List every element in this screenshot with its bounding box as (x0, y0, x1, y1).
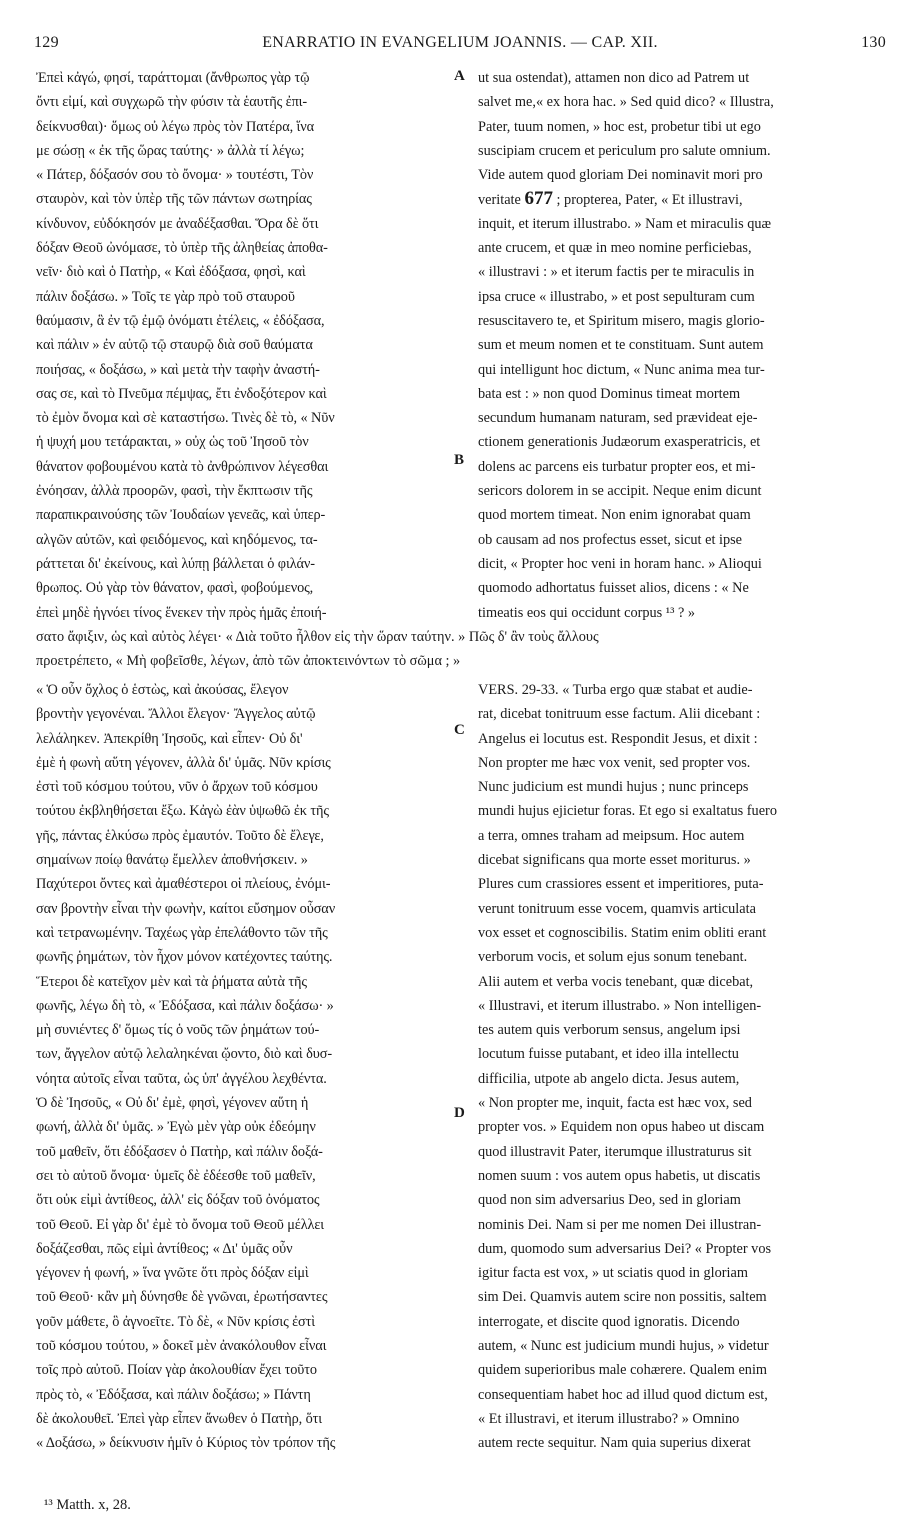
greek-line: δὲ ἀκολουθεῖ. Ἐπεὶ γὰρ εἶπεν ἄνωθεν ὁ Πατὴρ, ὅτι (36, 1410, 323, 1427)
greek-line: αλγῶν αὐτῶν, καὶ φειδόμενος, καὶ κηδόμενος, τα- (36, 531, 318, 548)
latin-line: sum et meum nomen et te constituam. Sunt autem (478, 337, 764, 354)
latin-line: dum, quomodo sum adversarius Dei? « Propter vos (478, 1240, 772, 1257)
latin-line: interrogate, et discite quod ignoratis. Dicendo (478, 1313, 740, 1330)
greek-line: « Δοξάσω, » δείκνυσιν ἡμῖν ὁ Κύριος τὸν τρόπον τῆς (36, 1435, 336, 1452)
latin-line: VERS. 29-33. « Turba ergo quæ stabat et audie- (478, 682, 753, 698)
greek-line: φωνῆς, λέγω δὴ τὸ, « Ἐδόξασα, καὶ πάλιν δοξάσω· » (36, 997, 334, 1014)
greek-line: δοξάζεσθαι, πῶς εἰμὶ ἀντίθεος; « Δι' ὑμᾶς οὖν (36, 1240, 293, 1257)
page-number-left: 129 (34, 34, 59, 51)
latin-line: propter vos. » Equidem non opus habeo ut discam (478, 1119, 765, 1136)
greek-line: τὸ ἐμὸν ὄνομα καὶ σὲ καταστήσω. Τινὲς δὲ τὸ, « Νῦν (36, 410, 335, 427)
latin-line: secundum humanam naturam, sed prævideat eje- (478, 410, 758, 427)
greek-line: ἐνόησαν, ἀλλὰ προορῶν, φασὶ, τὴν ἔκπτωσιν τῆς (36, 483, 313, 500)
greek-line: « Ὁ οὖν ὄχλος ὁ ἑστὼς, καὶ ἀκούσας, ἔλεγον (36, 682, 289, 698)
footnote: ¹³ Matth. x, 28. (44, 1497, 131, 1513)
latin-line: autem recte sequitur. Nam quia superius dixerat (478, 1435, 751, 1452)
latin-line: quod illustravit Pater, iterumque illustraturus sit (478, 1143, 752, 1160)
latin-line: Pater, tuum nomen, » hoc est, probetur tibi ut ego (478, 118, 761, 135)
greek-line: λελάληκεν. Ἀπεκρίθη Ἰησοῦς, καὶ εἶπεν· Οὐ δι' (36, 730, 303, 747)
greek-line: ράττεται δι' ἐκείνους, καὶ λύπῃ βάλλεται ὁ φιλάν- (36, 555, 315, 572)
greek-line: δόξαν Θεοῦ ὠνόμασε, τὸ ὑπὲρ τῆς ἀληθείας ἀποθα- (36, 240, 328, 257)
greek-line: βροντὴν γεγονέναι. Ἄλλοι ἔλεγον· Ἄγγελος αὐτῷ (36, 706, 316, 723)
latin-line: quidem superioribus male cohærere. Qualem enim (478, 1362, 768, 1379)
latin-line: « Et illustravi, et iterum illustrabo? » Omnino (478, 1410, 740, 1427)
latin-line: verunt tonitruum esse vocem, quamvis articulata (478, 900, 756, 917)
latin-column-top (478, 66, 884, 625)
latin-line: difficilia, utpote ab angelo dicta. Jesus autem, (478, 1070, 740, 1087)
latin-line: qui intelligunt hoc dictum, « Nunc anima mea tur- (478, 361, 765, 378)
wide-line-1: σατο ἄφιξιν, ὡς καὶ αὐτὸς λέγει· « Διὰ τοῦτο ἦλθον εἰς τὴν ὥραν ταύτην. » Πῶς δ' ἂν τοὺς ἄλλους (36, 629, 599, 645)
greek-line: φωνή, ἀλλὰ δι' ὑμᾶς. » Ἐγὼ μὲν γὰρ οὐκ ἐδεόμην (36, 1119, 316, 1136)
greek-line: Ἐπεὶ κἀγώ, φησί, ταράττομαι (ἄνθρωπος γὰρ τῷ (36, 70, 310, 86)
greek-line: σει τὸ αὐτοῦ ὄνομα· ὑμεῖς δὲ ἐδέεσθε τοῦ μαθεῖν, (36, 1167, 316, 1184)
greek-line: των, ἄγγελον αὐτῷ λελαληκέναι ᾤοντο, διὸ καὶ δυσ- (36, 1046, 333, 1063)
latin-line: tes autem quis verborum sensus, angelum ipsi (478, 1022, 741, 1039)
latin-line: salvet me,« ex hora hac. » Sed quid dico? « Illustra, (478, 94, 774, 111)
margin-marker-b: B (454, 452, 465, 468)
greek-line: Παχύτεροι ὄντες καὶ ἀμαθέστεροι οἱ πλείους, ἐνόμι- (36, 876, 331, 893)
page-number-right: 130 (861, 34, 886, 51)
latin-line: bata est : » non quod Dominus timeat mortem (478, 385, 741, 402)
latin-line: « Illustravi, et iterum illustrabo. » Non intelligen- (478, 997, 762, 1014)
latin-line: ob causam ad nos profectus esset, sicut et ipse (478, 531, 743, 548)
latin-line: rat, dicebat tonitruum esse factum. Alii dicebant : (478, 706, 761, 723)
greek-column-top (36, 66, 456, 625)
greek-line: γέγονεν ἡ φωνή, » ἵνα γνῶτε ὅτι πρὸς δόξαν εἰμὶ (36, 1265, 309, 1282)
greek-line: θαύμασιν, ἃ ἐν τῷ ἐμῷ ὀνόματι ἐτέλεις, « ἐδόξασα, (36, 312, 325, 329)
greek-line: πρὸς τὸ, « Ἐδόξασα, καὶ πάλιν δοξάσω; » Πάντη (36, 1386, 311, 1403)
greek-line: τοῖς πρὸ αὐτοῦ. Ποίαν γὰρ ἀκολουθίαν ἔχει τοῦτο (36, 1362, 317, 1379)
latin-line: dolens ac parcens eis turbatur propter eos, et mi- (478, 458, 756, 475)
latin-line: verborum vocis, et solum ejus sonum tenebant. (478, 949, 748, 966)
greek-line: τούτου ἐκβληθήσεται ἔξω. Κἀγὼ ἐὰν ὑψωθῶ ἐκ τῆς (36, 803, 329, 820)
latin-line: vox esset et cognoscibilis. Statim enim obliti erant (478, 924, 767, 941)
greek-line: θάνατον φοβουμένου κατὰ τὸ ἀνθρώπινον λέγεσθαι (36, 458, 329, 475)
greek-line: καὶ πάλιν » ἐν αὐτῷ τῷ σταυρῷ διὰ σοῦ θαύματα (36, 337, 313, 354)
latin-line: sim Dei. Quamvis autem scire non possitis, saltem (478, 1289, 767, 1306)
greek-line: σημαίνων ποίῳ θανάτῳ ἔμελλεν ἀποθνήσκειν. » (36, 852, 308, 869)
greek-line: τοῦ Θεοῦ· κἂν μὴ δύνησθε δὲ γνῶναι, ἐρωτήσαντες (36, 1289, 328, 1306)
latin-line: quod mortem timeat. Non enim ignorabat quam (478, 507, 751, 524)
latin-text: ; propterea, Pater, « Et illustravi, (552, 192, 743, 209)
latin-line: sericors dolorem in se accipit. Neque enim dicunt (478, 483, 762, 500)
latin-line: « illustravi : » et iterum factis per te miraculis in (478, 264, 755, 281)
greek-line: μὴ συνιέντες δ' ὅμως τίς ὁ νοῦς τῶν ῥημάτων τού- (36, 1022, 320, 1039)
greek-line: ὄντι εἰμί, καὶ συγχωρῶ τὴν φύσιν τὰ ἑαυτῆς ἐπι- (36, 94, 308, 111)
latin-line: ipsa cruce « illustrabo, » et post sepulturam cum (478, 288, 755, 305)
latin-line: ante crucem, et quæ in meo nomine perficiebas, (478, 240, 752, 257)
margin-marker-d: D (454, 1105, 465, 1121)
wide-line-2: προετρέπετο, « Μὴ φοβεῖσθε, λέγων, ἀπὸ τῶν ἀποκτεινόντων τὸ σῶμα ; » (36, 653, 461, 669)
running-header (34, 34, 886, 60)
greek-line: νόητα αὐτοῖς εἶναι ταῦτα, ὡς ὑπ' ἀγγέλου λεχθέντα. (36, 1070, 327, 1087)
latin-line: Angelus ei locutus est. Respondit Jesus, et dixit : (478, 730, 758, 747)
margin-marker-a: A (454, 68, 465, 84)
margin-marker-c: C (454, 722, 465, 738)
latin-line: consequentiam habet hoc ad illud quod dictum est, (478, 1386, 768, 1403)
greek-line: τοῦ κόσμου τούτου, » δοκεῖ μὲν ἀνακόλουθον εἶναι (36, 1338, 327, 1355)
column-number: 677 (524, 188, 553, 210)
greek-line: πάλιν δοξάσω. » Τοῖς τε γὰρ πρὸ τοῦ σταυροῦ (36, 288, 295, 305)
latin-line: Vide autem quod gloriam Dei nominavit mori pro (478, 167, 763, 184)
greek-line: ἡ ψυχή μου τετάρακται, » οὐχ ὡς τοῦ Ἰησοῦ τὸν (36, 434, 309, 451)
greek-line: κίνδυνον, εὐδόκησόν με ἀναδέξασθαι. Ὅρα δὲ ὅτι (36, 215, 319, 232)
greek-line: ὅτι οὐκ εἰμὶ ἀντίθεος, ἀλλ' εἰς δόξαν τοῦ ὀνόματος (36, 1192, 320, 1209)
latin-line: inquit, et iterum illustrabo. » Nam et miraculis quæ (478, 215, 772, 232)
greek-line: θρωπος. Οὐ γὰρ τὸν θάνατον, φασὶ, φοβούμενος, (36, 580, 314, 597)
greek-line: καὶ τετρανωμένην. Ταχέως γὰρ ἐπελάθοντο τῶν τῆς (36, 924, 328, 941)
greek-line: γῆς, πάντας ἑλκύσω πρὸς ἐμαυτόν. Τοῦτο δὲ ἔλεγε, (36, 827, 324, 844)
greek-line: σας σε, καὶ τὸ Πνεῦμα πέμψας, ἔτι ἐνδοξότερον καὶ (36, 385, 327, 402)
latin-line: nomen suum : vos autem opus habetis, ut discatis (478, 1167, 761, 1184)
greek-line: ποιήσας, « δοξάσω, » καὶ μετὰ τὴν ταφὴν ἀναστή- (36, 361, 320, 378)
latin-line: resuscitavero te, et Spiritum misero, magis glorio- (478, 312, 765, 329)
latin-line: Non propter me hæc vox venit, sed propter vos. (478, 754, 751, 771)
latin-line: timeatis eos qui occidunt corpus ¹³ ? » (478, 604, 696, 621)
greek-line: ἐστὶ τοῦ κόσμου τούτου, νῦν ὁ ἄρχων τοῦ κόσμου (36, 779, 318, 796)
greek-line: σαν βροντὴν εἶναι τὴν φωνὴν, καίτοι εὔσημον οὖσαν (36, 900, 336, 917)
greek-line: σταυρὸν, καὶ τὸν ὑπὲρ τῆς τῶν πάντων σωτηρίας (36, 191, 312, 208)
latin-line: a terra, omnes traham ad meipsum. Hoc autem (478, 827, 745, 844)
greek-line: ἐπεὶ μηδὲ ἠγνόει τίνος ἕνεκεν τὴν πρὸς ἡμᾶς ἐποιή- (36, 604, 327, 621)
latin-line: Nunc judicium est mundi hujus ; nunc princeps (478, 779, 749, 796)
greek-line: Ὁ δὲ Ἰησοῦς, « Οὐ δι' ἐμὲ, φησὶ, γέγονεν αὕτη ἡ (36, 1095, 309, 1112)
latin-line: quod non sim adversarius Deo, sed in gloriam (478, 1192, 741, 1209)
latin-line: dicit, « Propter hoc veni in horam hanc. » Alioqui (478, 555, 762, 572)
latin-text: veritate (478, 192, 525, 209)
greek-line: φωνῆς ῥημάτων, τὸν ἦχον μόνον κατέχοντες ταύτης. (36, 949, 333, 966)
latin-line: igitur facta est vox, » ut sciatis quod in gloriam (478, 1265, 749, 1282)
greek-line: Ἕτεροι δὲ κατεῖχον μὲν καὶ τὰ ῥήματα αὐτὰ τῆς (36, 973, 307, 990)
greek-line: « Πάτερ, δόξασόν σου τὸ ὄνομα· » τουτέστι, Τὸν (36, 167, 314, 184)
latin-line: mundi hujus ejicietur foras. Et ego si exaltatus fuero (478, 803, 777, 820)
latin-line: suscipiam crucem et periculum pro salute omnium. (478, 142, 771, 159)
latin-line: nominis Dei. Nam si per me nomen Dei illustran- (478, 1216, 762, 1233)
latin-line: autem, « Nunc est judicium mundi hujus, » videtur (478, 1338, 769, 1355)
greek-line: με σώσῃ « ἐκ τῆς ὥρας ταύτης· » ἀλλὰ τί λέγω; (36, 142, 305, 159)
latin-line: quomodo adhortatus fuisset alios, dicens : « Ne (478, 580, 749, 597)
greek-line: ἐμὲ ἡ φωνὴ αὕτη γέγονεν, ἀλλὰ δι' ὑμᾶς. Νῦν κρίσις (36, 754, 331, 771)
latin-line: Alii autem et verba vocis tenebant, quæ dicebat, (478, 973, 754, 990)
latin-line: ut sua ostendat), attamen non dico ad Patrem ut (478, 70, 750, 86)
greek-column-bottom (36, 678, 456, 1456)
running-title: ENARRATIO IN EVANGELIUM JOANNIS. — CAP. XII. (262, 34, 658, 51)
latin-column-bottom (478, 678, 884, 1456)
latin-line: ctionem generationis Judæorum exasperatricis, et (478, 434, 761, 451)
latin-line: dicebat significans qua morte esset moriturus. » (478, 852, 751, 869)
greek-line: τοῦ μαθεῖν, ὅτι ἐδόξασεν ὁ Πατὴρ, καὶ πάλιν δοξά- (36, 1143, 323, 1160)
greek-line: νεῖν· διὸ καὶ ὁ Πατὴρ, « Καὶ ἐδόξασα, φησὶ, καὶ (36, 264, 306, 281)
greek-line: παραπικραινούσης τῶν Ἰουδαίων γενεᾶς, καὶ ὑπερ- (36, 507, 326, 524)
greek-line: δείκνυσθαι)· ὅμως οὐ λέγω πρὸς τὸν Πατέρα, ἵνα (36, 118, 315, 135)
latin-line (478, 187, 884, 211)
greek-line: τοῦ Θεοῦ. Εἰ γὰρ δι' ἐμὲ τὸ ὄνομα τοῦ Θεοῦ μέλλει (36, 1216, 325, 1233)
latin-line: « Non propter me, inquit, facta est hæc vox, sed (478, 1095, 752, 1112)
latin-line: Plures cum crassiores essent et imperitiores, puta- (478, 876, 764, 893)
latin-line: locutum fuisse putabant, et ideo illa intellectu (478, 1046, 739, 1063)
greek-line: γοῦν μάθετε, ὃ ἀγνοεῖτε. Τὸ δὲ, « Νῦν κρίσις ἐστὶ (36, 1313, 316, 1330)
